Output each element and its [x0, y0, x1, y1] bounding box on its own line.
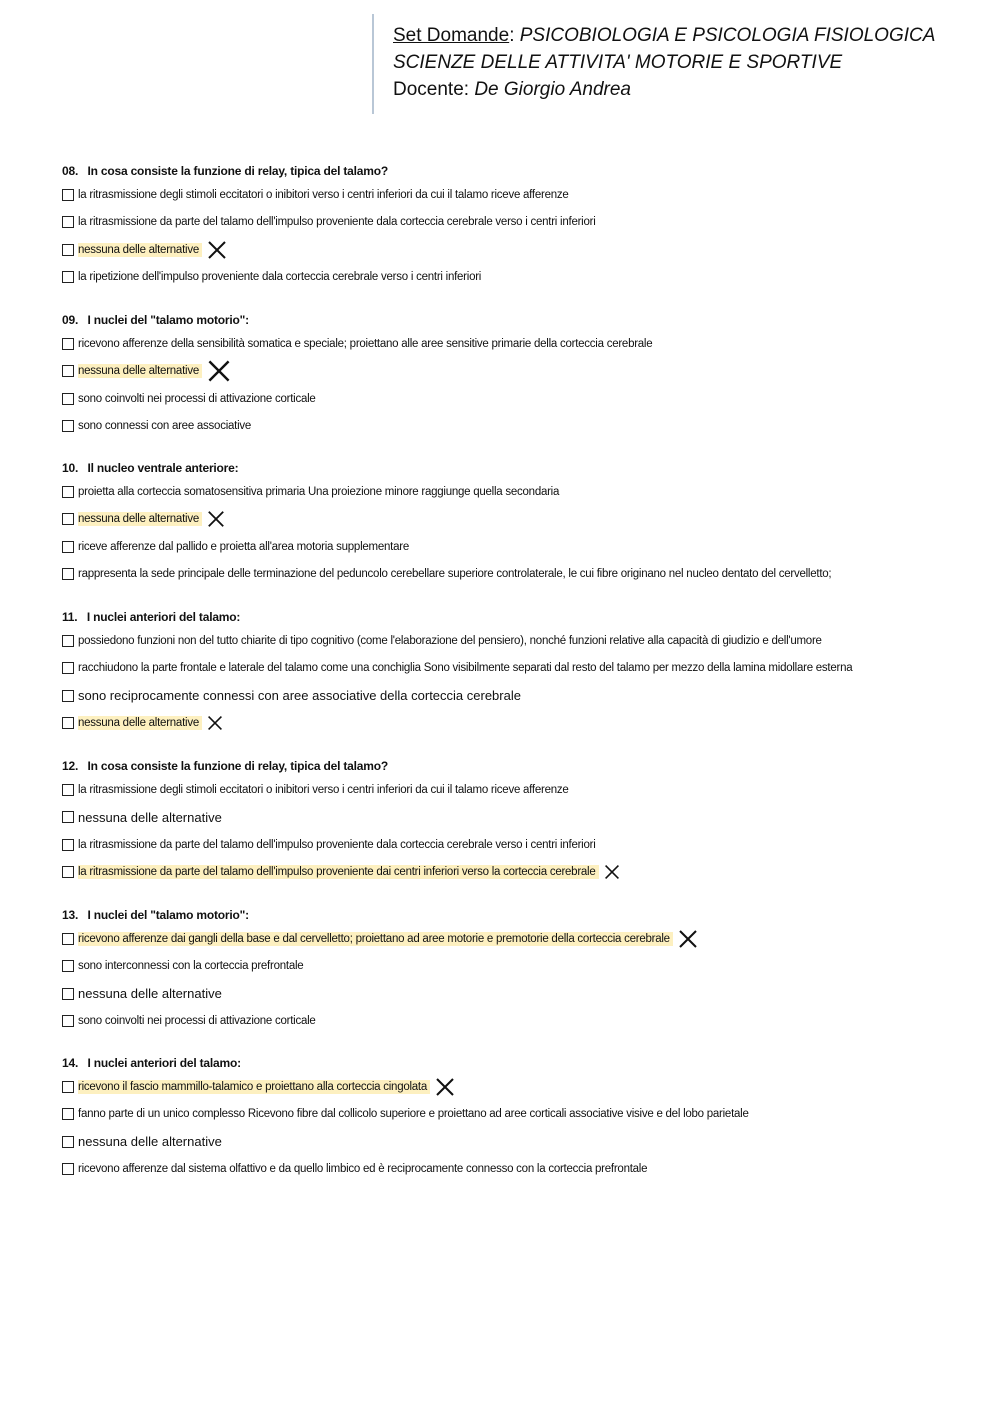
question-spacer: [77, 610, 86, 624]
question-number: 12.: [62, 759, 79, 773]
answer-text: la ripetizione dell'impulso proveniente dala corteccia cerebrale verso i centri inferiori: [78, 271, 482, 284]
question-number: 11.: [62, 610, 78, 624]
question-text: I nuclei anteriori del talamo:: [87, 1056, 241, 1070]
answer-text: sono coinvolti nei processi di attivazione corticale: [78, 392, 316, 405]
set-line: [393, 22, 935, 49]
answer-option[interactable]: [62, 330, 962, 358]
question-3: [62, 458, 962, 588]
course-line: [393, 49, 935, 76]
question-text: I nuclei del "talamo motorio":: [87, 313, 249, 327]
question-7: [62, 1053, 962, 1183]
answer-checkbox[interactable]: [62, 189, 74, 201]
answer-text: nessuna delle alternative: [78, 1134, 222, 1150]
question-6: [62, 905, 962, 1035]
question-title: [62, 756, 962, 776]
answer-text: ricevono afferenze della sensibilità somatica e speciale; proiettano alle aree sensitive primarie della corteccia cerebrale: [78, 337, 653, 350]
answer-text: ricevono afferenze dai gangli della base e dal cervelletto; proiettano ad aree motorie e premotorie della corteccia cerebrale: [78, 932, 673, 946]
answer-option[interactable]: [62, 358, 962, 386]
selected-x-icon: [604, 864, 620, 880]
answer-option[interactable]: [62, 385, 962, 413]
answer-option[interactable]: [62, 655, 962, 683]
answer-checkbox[interactable]: [62, 271, 74, 283]
answer-text: sono reciprocamente connessi con aree associative della corteccia cerebrale: [78, 688, 521, 704]
answer-option[interactable]: [62, 561, 962, 589]
answer-text: nessuna delle alternative: [78, 716, 202, 730]
selected-x-icon: [207, 715, 223, 731]
answer-option[interactable]: [62, 1008, 962, 1036]
answer-checkbox[interactable]: [62, 988, 74, 1000]
answer-option[interactable]: [62, 1128, 962, 1156]
answer-text: fanno parte di un unico complesso Ricevono fibre dal collicolo superiore e proiettano ad aree corticali associative visive e del lobo parietale: [78, 1108, 749, 1121]
answer-checkbox[interactable]: [62, 568, 74, 580]
answer-checkbox[interactable]: [62, 866, 74, 878]
answer-text: sono coinvolti nei processi di attivazione corticale: [78, 1015, 316, 1028]
question-number: 09.: [62, 313, 79, 327]
answer-option[interactable]: [62, 804, 962, 832]
answer-checkbox[interactable]: [62, 784, 74, 796]
question-text: In cosa consiste la funzione di relay, tipica del talamo?: [87, 164, 388, 178]
question-title: [62, 458, 962, 478]
set-value: PSICOBIOLOGIA E PSICOLOGIA FISIOLOGICA: [519, 25, 936, 46]
answer-option[interactable]: [62, 181, 962, 209]
answer-option[interactable]: [62, 682, 962, 710]
answer-checkbox[interactable]: [62, 839, 74, 851]
answer-checkbox[interactable]: [62, 1108, 74, 1120]
answer-text: proietta alla corteccia somatosensitiva primaria Una proiezione minore raggiunge quella secondaria: [78, 485, 560, 498]
question-number: 14.: [62, 1056, 79, 1070]
question-text: Il nucleo ventrale anteriore:: [87, 461, 239, 475]
answer-text: riceve afferenze dal pallido e proietta all'area motoria supplementare: [78, 540, 409, 553]
question-text: I nuclei anteriori del talamo:: [86, 610, 241, 624]
teacher-line: [393, 76, 935, 103]
answer-option[interactable]: [62, 209, 962, 237]
question-spacer: [78, 164, 87, 178]
answer-checkbox[interactable]: [62, 393, 74, 405]
question-1: [62, 161, 962, 291]
answer-checkbox[interactable]: [62, 1136, 74, 1148]
question-spacer: [78, 908, 87, 922]
answer-checkbox[interactable]: [62, 811, 74, 823]
question-5: [62, 756, 962, 886]
answer-checkbox[interactable]: [62, 486, 74, 498]
set-colon: :: [509, 25, 515, 46]
course-name: SCIENZE DELLE ATTIVITA' MOTORIE E SPORTIVE: [393, 52, 843, 73]
answer-option[interactable]: [62, 1156, 962, 1184]
question-title: [62, 310, 962, 330]
answer-text: racchiudono la parte frontale e laterale del talamo come una conchiglia Sono visibilmente separati dal resto del talamo per mezzo della lamina midollare esterna: [78, 662, 853, 675]
selected-x-icon: [435, 1077, 455, 1097]
answer-checkbox[interactable]: [62, 1163, 74, 1175]
answer-option[interactable]: [62, 478, 962, 506]
answer-checkbox[interactable]: [62, 338, 74, 350]
answer-text: ricevono afferenze dal sistema olfattivo e da quello limbico ed è reciprocamente connesso con la corteccia prefrontale: [78, 1163, 648, 1176]
answer-checkbox[interactable]: [62, 717, 74, 729]
answer-option[interactable]: [62, 925, 962, 953]
answer-checkbox[interactable]: [62, 1015, 74, 1027]
answer-option[interactable]: [62, 953, 962, 981]
question-text: I nuclei del "talamo motorio":: [87, 908, 249, 922]
question-spacer: [78, 1056, 87, 1070]
answer-checkbox[interactable]: [62, 420, 74, 432]
question-spacer: [78, 461, 87, 475]
answer-text: ricevono il fascio mammillo-talamico e proiettano alla corteccia cingolata: [78, 1080, 430, 1094]
answer-option[interactable]: [62, 859, 962, 887]
answer-option[interactable]: [62, 1073, 962, 1101]
question-title: [62, 1053, 962, 1073]
question-2: [62, 310, 962, 440]
answer-text: nessuna delle alternative: [78, 364, 202, 378]
answer-checkbox[interactable]: [62, 662, 74, 674]
answer-checkbox[interactable]: [62, 216, 74, 228]
answer-checkbox[interactable]: [62, 541, 74, 553]
answer-checkbox[interactable]: [62, 690, 74, 702]
answer-option[interactable]: [62, 413, 962, 441]
teacher-name: De Giorgio Andrea: [474, 79, 631, 100]
answer-option[interactable]: [62, 533, 962, 561]
answer-option[interactable]: [62, 1101, 962, 1129]
answer-option[interactable]: [62, 710, 962, 738]
question-number: 10.: [62, 461, 79, 475]
selected-x-icon: [207, 510, 225, 528]
answer-checkbox[interactable]: [62, 365, 74, 377]
answer-checkbox[interactable]: [62, 960, 74, 972]
answer-text: possiedono funzioni non del tutto chiarite di tipo cognitivo (come l'elaborazione del pensiero), nonché funzioni relative alla capacità di giudizio e dell'umore: [78, 634, 822, 647]
answer-checkbox[interactable]: [62, 1081, 74, 1093]
answer-option[interactable]: [62, 506, 962, 534]
answer-option[interactable]: [62, 980, 962, 1008]
selected-x-icon: [678, 929, 698, 949]
question-spacer: [78, 313, 87, 327]
answer-text: la ritrasmissione degli stimoli eccitatori o inibitori verso i centri inferiori da cui il talamo riceve afferenze: [78, 783, 569, 796]
answer-checkbox[interactable]: [62, 635, 74, 647]
answer-text: nessuna delle alternative: [78, 512, 202, 526]
question-title: [62, 607, 962, 627]
document-header: [372, 14, 935, 114]
answer-checkbox[interactable]: [62, 933, 74, 945]
question-title: [62, 905, 962, 925]
answer-text: nessuna delle alternative: [78, 986, 222, 1002]
answer-option[interactable]: [62, 627, 962, 655]
answer-option[interactable]: [62, 831, 962, 859]
answer-text: la ritrasmissione degli stimoli eccitatori o inibitori verso i centri inferiori da cui il talamo riceve afferenze: [78, 188, 569, 201]
answer-text: la ritrasmissione da parte del talamo dell'impulso proveniente dala corteccia cerebrale verso i centri inferiori: [78, 216, 596, 229]
answer-text: la ritrasmissione da parte del talamo dell'impulso proveniente dala corteccia cerebrale verso i centri inferiori: [78, 838, 596, 851]
question-title: [62, 161, 962, 181]
selected-x-icon: [207, 240, 227, 260]
answer-text: nessuna delle alternative: [78, 243, 202, 257]
answer-text: la ritrasmissione da parte del talamo dell'impulso proveniente dai centri inferiori verso la corteccia cerebrale: [78, 865, 599, 879]
answer-checkbox[interactable]: [62, 513, 74, 525]
answer-checkbox[interactable]: [62, 244, 74, 256]
question-4: [62, 607, 962, 737]
teacher-label: Docente:: [393, 79, 470, 100]
question-spacer: [78, 759, 87, 773]
answer-text: rappresenta la sede principale delle terminazione del peduncolo cerebellare superiore controlaterale, le cui fibre originano nel nucleo dentato del cervelletto;: [78, 568, 832, 581]
answer-option[interactable]: [62, 236, 962, 264]
answer-option[interactable]: [62, 264, 962, 292]
set-label: Set Domande: [393, 25, 510, 46]
answer-text: sono interconnessi con la corteccia prefrontale: [78, 960, 304, 973]
question-number: 13.: [62, 908, 79, 922]
selected-x-icon: [207, 359, 231, 383]
question-number: 08.: [62, 164, 79, 178]
answer-text: sono connessi con aree associative: [78, 420, 252, 433]
question-text: In cosa consiste la funzione di relay, tipica del talamo?: [87, 759, 388, 773]
answer-option[interactable]: [62, 776, 962, 804]
answer-text: nessuna delle alternative: [78, 809, 222, 825]
